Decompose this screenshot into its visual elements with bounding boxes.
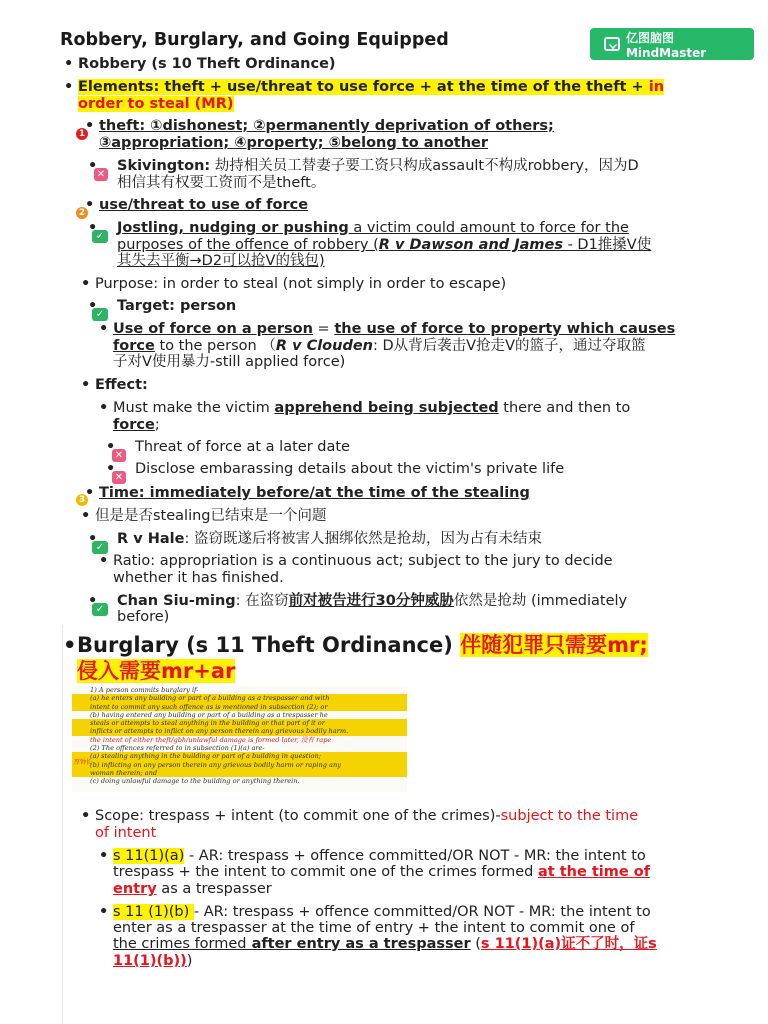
use-of-force-line-3: 子对V使用暴力-still applied force) (113, 354, 346, 370)
cross-icon: ✕ (112, 449, 126, 462)
cross-icon: ✕ (94, 168, 108, 181)
s11b-line-2: enter as a trespasser at the time of entry + the intent to commit one of (113, 920, 635, 936)
mindmaster-badge[interactable] (590, 28, 754, 60)
ratio-line: • Ratio: appropriation is a continuous act; subject to the jury to decide (113, 553, 613, 570)
statute-line: the intent of either theft/gbh/unlawful damage is formed later, 没有 rape (90, 735, 332, 744)
s11a-line-3: entry as a trespasser (113, 881, 272, 897)
cross-icon: ✕ (112, 471, 126, 484)
must-make-line: • Must make the victim apprehend being subjected there and then to (113, 400, 630, 417)
jostle-line-3: 其失去平衡→D2可以抢V的钱包) (117, 253, 325, 269)
theft-elements-2: ③appropriation; ④property; ⑤belong to another (99, 135, 489, 151)
elements-line: • Elements: theft + use/threat to use force + at the time of the theft + in (78, 79, 664, 96)
statute-line: inflicts or attempts to inflict on any person therein any grievous bodily harm. (72, 727, 407, 735)
check-icon: ✓ (92, 541, 108, 554)
statute-line: steals or attempts to steal anything in the building or that part of it or (72, 719, 407, 727)
statute-line: 1) A person commits burglary if- (90, 686, 199, 694)
check-icon: ✓ (92, 230, 108, 243)
skivington-case-2: 相信其有权要工资而不是theft。 (117, 175, 326, 191)
statute-line: intent to commit any such offence as is mentioned in subsection (2); or (72, 703, 407, 711)
chan-line-2: before) (117, 609, 170, 625)
burglary-heading-2: 侵入需要mr+ar (77, 659, 236, 683)
use-of-force-line: • Use of force on a person = the use of force to property which causes (113, 321, 675, 338)
target-line: Target: person (117, 298, 237, 314)
effect-line: • Effect: (95, 377, 148, 394)
s11b-line-3: the crimes formed after entry as a trespasser (s 11(1)(a)证不了时，证s (113, 936, 657, 952)
force-heading: • use/threat to use of force (99, 197, 308, 214)
statute-line: (b) having entered any building or part of a building as a trespasser he (90, 710, 328, 719)
s11b-line: • s 11 (1)(b) - AR: trespass + offence committed/OR NOT - MR: the intent to (113, 904, 651, 921)
statute-line: woman therein; and (72, 769, 407, 777)
mindmaster-logo-icon (604, 37, 620, 51)
check-icon: ✓ (92, 308, 108, 321)
use-of-force-line-2: force to the person （R v Clouden: D从背后袭击V抢走V的篮子，通过夺取篮 (113, 338, 646, 354)
skivington-case: Skivington: 劫持相关员工替妻子要工资只构成assault不构成robbery，因为D (117, 158, 639, 174)
must-make-line-2: force; (113, 417, 160, 433)
chan-line: Chan Siu-ming: 在盗窃前对被告进行30分钟威胁依然是抢劫 (immediately (117, 593, 628, 609)
statute-line: (a) he enters any building or part of a building as a trespasser and with (72, 694, 407, 702)
ratio-line-2: whether it has finished. (113, 570, 284, 586)
number-1-icon: 1 (76, 128, 88, 140)
jostle-line-2: purposes of the offence of robbery (R v Dawson and James - D1推搡V使 (117, 237, 652, 253)
scope-line-2: of intent (95, 825, 157, 841)
theft-elements: • theft: ①dishonest; ②permanently deprivation of others; (99, 118, 554, 135)
jostle-line: Jostling, nudging or pushing a victim could amount to force for the (117, 220, 629, 236)
statute-line: (c) doing unlawful damage to the building or anything therein. (90, 777, 300, 786)
statute-line: (a) stealing anything in the building or part of a building in question; (72, 752, 407, 760)
elements-line-2: order to steal (MR) (78, 96, 234, 112)
hale-line: R v Hale: 盗窃既遂后将被害人捆绑依然是抢劫，因为占有未结束 (117, 531, 542, 547)
robbery-heading: • Robbery (s 10 Theft Ordinance) (78, 56, 336, 73)
number-2-icon: 2 (76, 207, 88, 219)
check-icon: ✓ (92, 603, 108, 616)
burglary-heading: • Burglary (s 11 Theft Ordinance) 伴随犯罪只需要mr; (77, 632, 648, 658)
disclose-line: Disclose embarassing details about the victim's private life (135, 461, 565, 477)
statute-line: (b) inflicting on any person therein any grievous bodily harm or raping any (72, 761, 407, 769)
purpose-line: • Purpose: in order to steal (not simply in order to escape) (95, 276, 506, 293)
scope-line: • Scope: trespass + intent (to commit one of the crimes)-subject to the time (95, 808, 638, 825)
number-3-icon: 3 (76, 494, 88, 506)
s11b-line-4: 11(1)(b))) (113, 953, 193, 969)
time-heading: • Time: immediately before/at the time of the stealing (99, 485, 530, 502)
page-title: Robbery, Burglary, and Going Equipped (60, 30, 449, 50)
statute-scan-image (72, 686, 407, 792)
still-question: • 但是是否stealing已结束是一个问题 (95, 508, 327, 525)
outline-guide-line (62, 625, 63, 1024)
statute-side-note: 厚钟长 (74, 759, 93, 766)
badge-label: 亿图脑图MindMaster (625, 30, 707, 60)
s11a-line-2: trespass + the intent to commit one of the crimes formed at the time of (113, 864, 651, 880)
s11a-line: • s 11(1)(a) - AR: trespass + offence committed/OR NOT - MR: the intent to (113, 848, 646, 865)
statute-line: (2) The offences referred to in subsection (1)(a) are- (90, 744, 265, 753)
threat-later-line: Threat of force at a later date (135, 439, 350, 455)
